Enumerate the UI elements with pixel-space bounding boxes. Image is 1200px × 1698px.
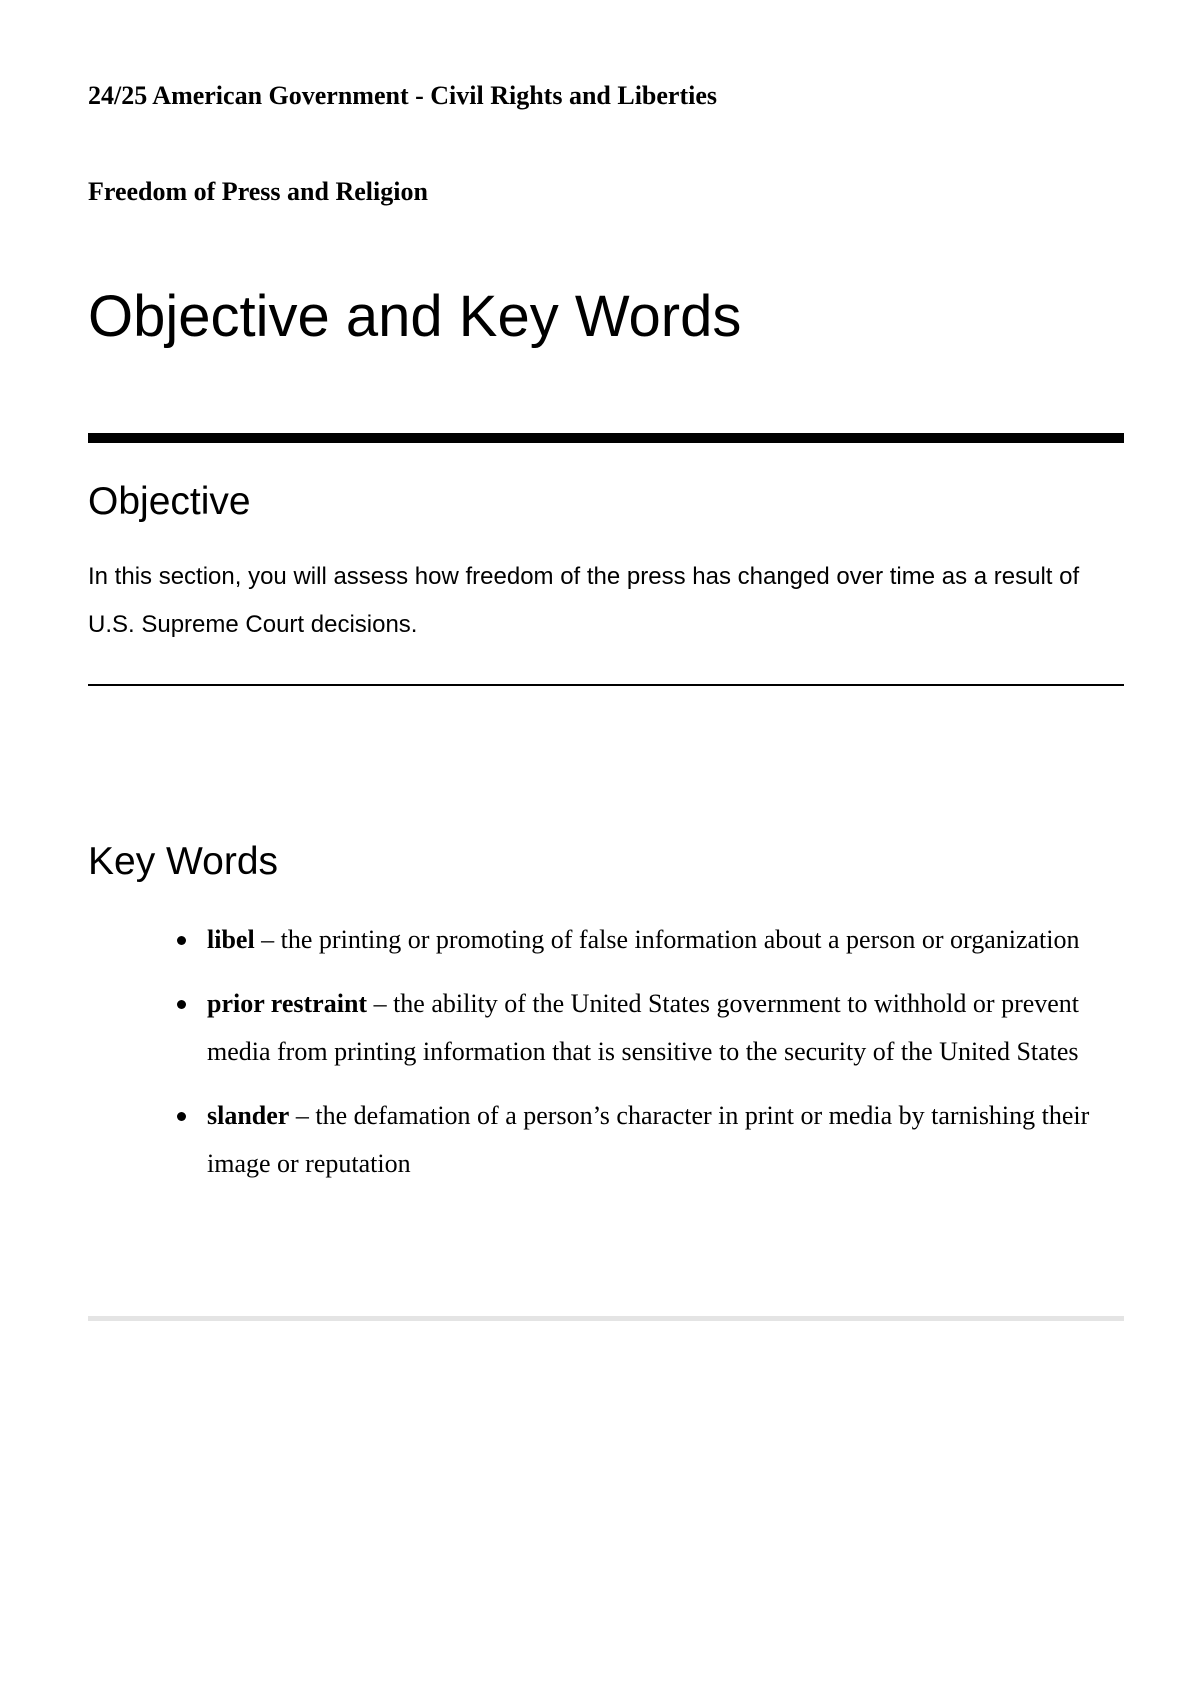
key-word-item-prior-restraint bbox=[207, 980, 1117, 1076]
objective-heading: Objective bbox=[88, 480, 251, 523]
section-end-divider bbox=[88, 1316, 1124, 1321]
key-word-definition: the defamation of a person’s character in print or media by tarnishing their image or reputation bbox=[207, 1101, 1090, 1178]
key-word-term: prior restraint bbox=[207, 989, 368, 1018]
bullet-icon bbox=[177, 1000, 186, 1009]
key-words-heading: Key Words bbox=[88, 840, 279, 883]
key-word-item-libel bbox=[207, 916, 1117, 964]
page-title: Objective and Key Words bbox=[88, 284, 742, 349]
key-word-term: libel bbox=[207, 925, 255, 954]
key-words-list bbox=[207, 916, 1117, 1204]
key-word-separator: – bbox=[254, 925, 281, 954]
key-word-definition: the printing or promoting of false information about a person or organization bbox=[280, 925, 1080, 954]
heading-divider bbox=[88, 433, 1124, 443]
lesson-title: Freedom of Press and Religion bbox=[88, 177, 428, 206]
course-title: 24/25 American Government - Civil Rights and Liberties bbox=[88, 81, 718, 110]
key-word-separator: – bbox=[367, 989, 394, 1018]
key-word-definition: the ability of the United States government to withhold or prevent media from printing information that is sensitive to the security of the United States bbox=[207, 989, 1080, 1066]
key-word-item-slander bbox=[207, 1092, 1117, 1188]
key-word-term: slander bbox=[207, 1101, 290, 1130]
bullet-icon bbox=[177, 936, 186, 945]
bullet-icon bbox=[177, 1112, 186, 1121]
objective-text: In this section, you will assess how freedom of the press has changed over time as a result of U.S. Supreme Court decisions. bbox=[88, 563, 1080, 638]
objective-divider bbox=[88, 684, 1124, 686]
key-word-separator: – bbox=[289, 1101, 316, 1130]
